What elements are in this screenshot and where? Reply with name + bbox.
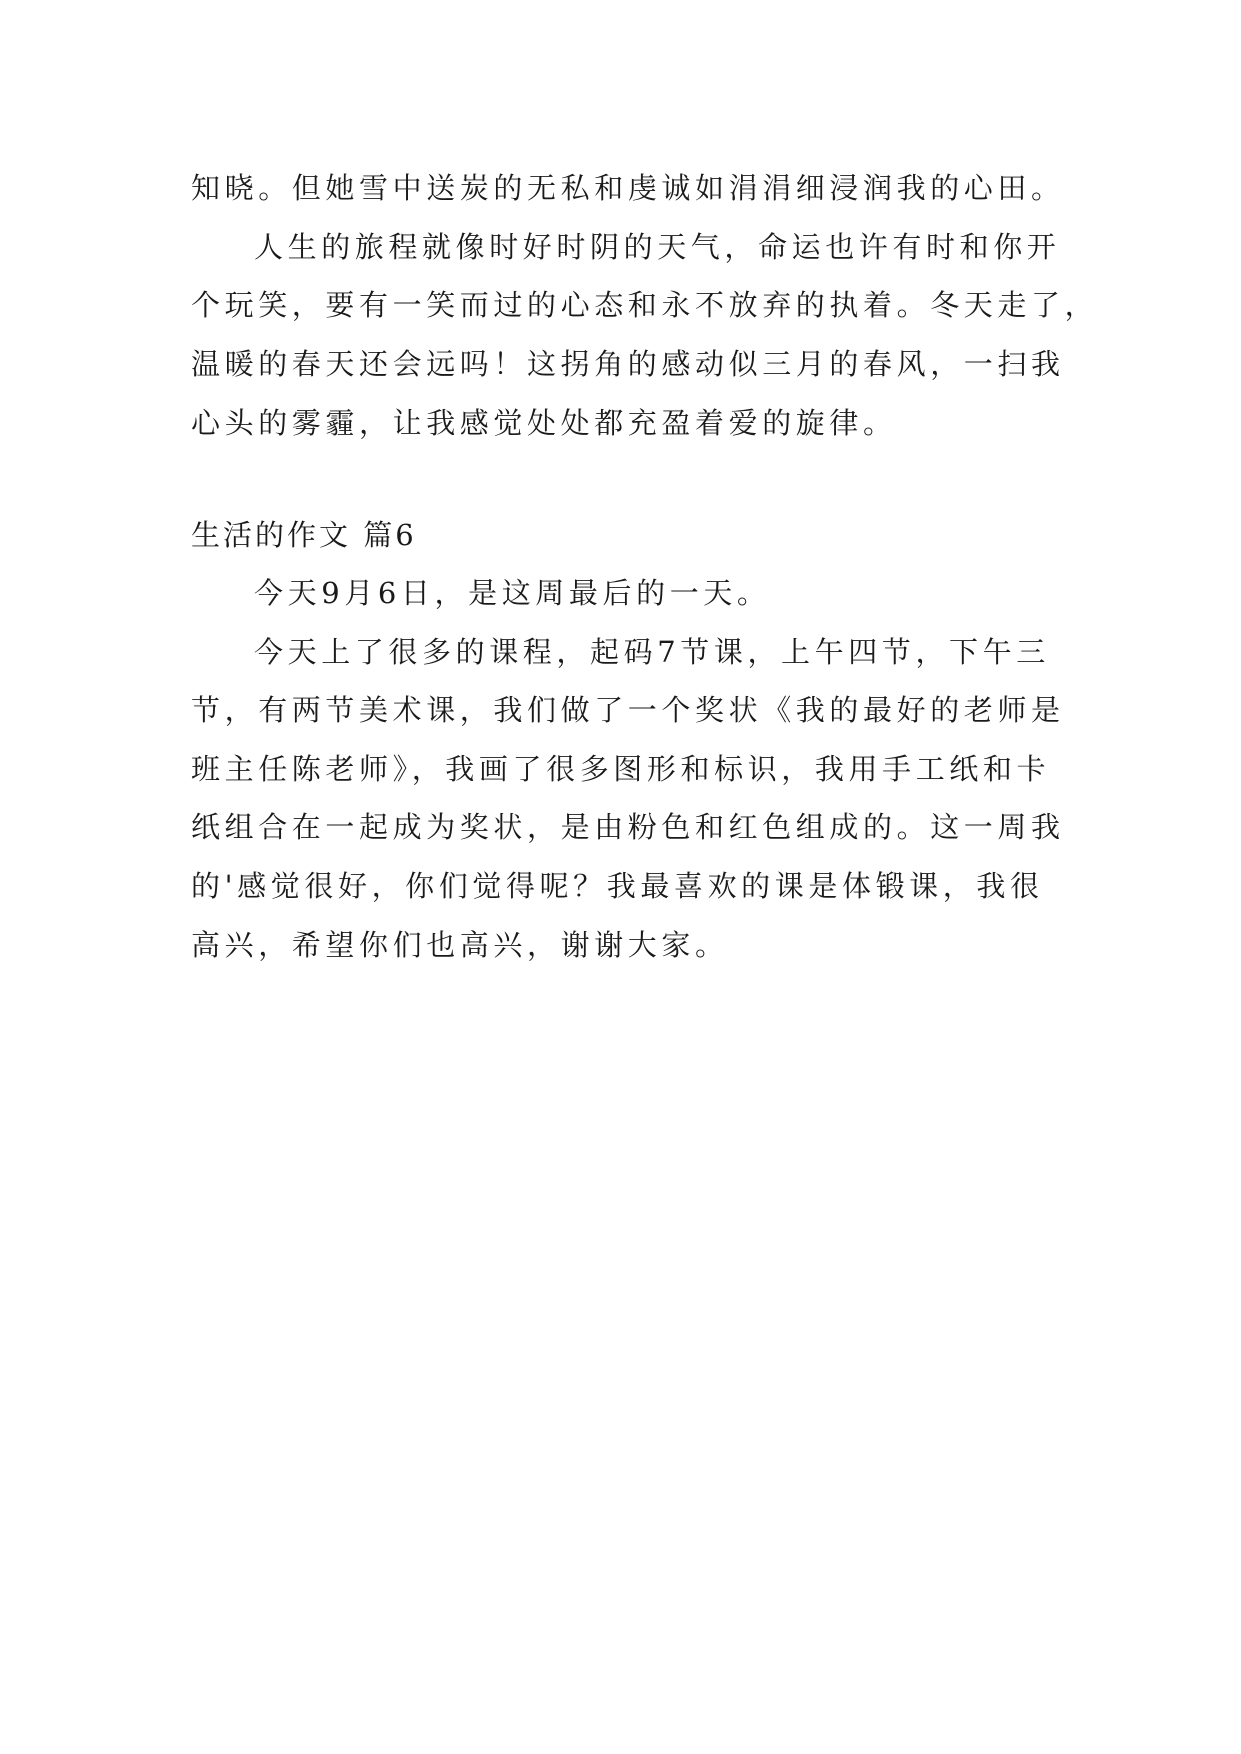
text-line: 心头的雾霾，让我感觉处处都充盈着爱的旋律。 (191, 406, 897, 440)
text-line: 温暖的春天还会远吗！这拐角的感动似三月的春风，一扫我 (191, 347, 1065, 381)
text-line: 的'感觉很好，你们觉得呢？我最喜欢的课是体锻课，我很 (191, 869, 1044, 903)
text-line: 今天9月6日，是这周最后的一天。 (254, 576, 771, 610)
text-line: 纸组合在一起成为奖状，是由粉色和红色组成的。这一周我 (191, 810, 1065, 844)
text-line: 高兴，希望你们也高兴，谢谢大家。 (191, 928, 729, 962)
text-line: 知晓。但她雪中送炭的无私和虔诚如涓涓细浸润我的心田。 (191, 171, 1065, 205)
text-line: 个玩笑，要有一笑而过的心态和永不放弃的执着。冬天走了， (191, 288, 1099, 322)
text-line: 班主任陈老师》，我画了很多图形和标识，我用手工纸和卡 (191, 752, 1051, 786)
text-line: 人生的旅程就像时好时阴的天气，命运也许有时和你开 (254, 230, 1061, 264)
text-line: 节，有两节美术课，我们做了一个奖状《我的最好的老师是 (191, 693, 1065, 727)
text-line: 今天上了很多的课程，起码7节课，上午四节，下午三 (254, 635, 1050, 669)
section-title: 生活的作文 篇6 (191, 518, 417, 552)
